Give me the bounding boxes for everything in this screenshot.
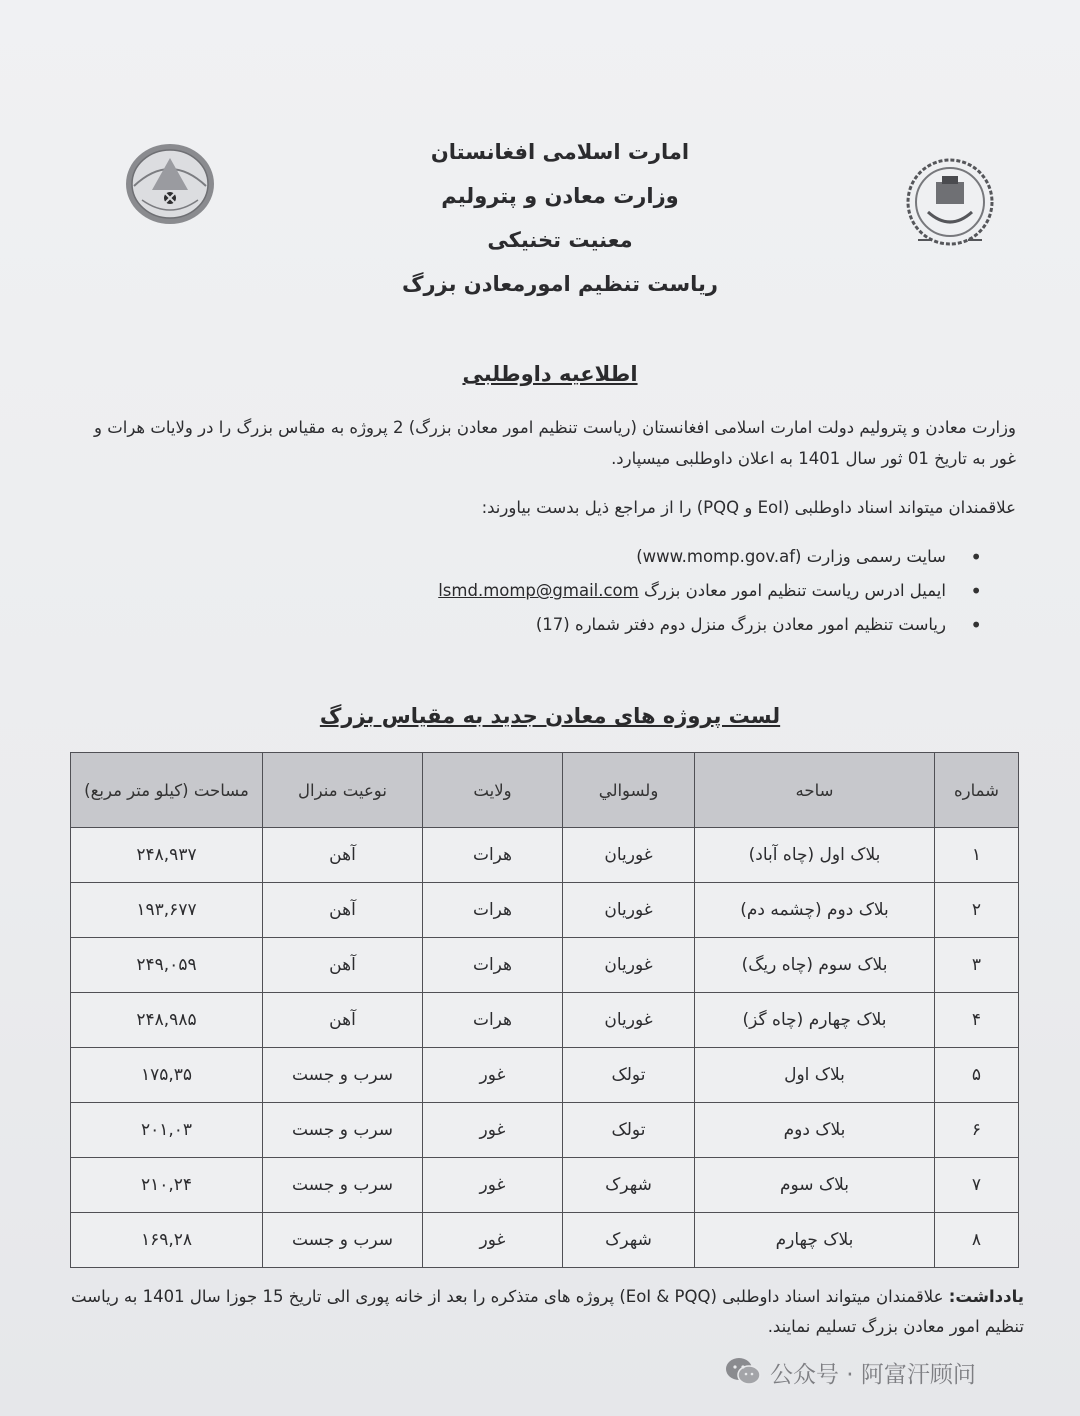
cell-mineral: آهن [263,883,423,938]
list-item-text: ریاست تنظیم امور معادن بزرگ منزل دوم دفتر شماره (17) [535,615,946,634]
cell-area: بلاک چهارم (چاه گز) [695,993,935,1048]
table-row [71,883,1019,938]
cell-district: غوریان [563,883,695,938]
cell-area: بلاک دوم (چشمه دم) [695,883,935,938]
table-row [71,828,1019,883]
header-directorate: ریاست تنظیم امورمعادن بزرگ [401,272,719,296]
cell-province: غور [423,1048,563,1103]
cell-number: ۷ [935,1158,1019,1213]
col-province: ولایت [423,753,563,828]
cell-province: هرات [423,828,563,883]
table-header-row [71,753,1019,828]
cell-district: شهرک [563,1213,695,1268]
col-size: مساحت (کیلو متر مربع) [71,753,263,828]
cell-size: ۲۴۸,۹۸۵ [71,993,263,1048]
cell-number: ۸ [935,1213,1019,1268]
cell-number: ۳ [935,938,1019,993]
col-area: ساحه [695,753,935,828]
cell-mineral: سرب و جست [263,1213,423,1268]
cell-mineral: سرب و جست [263,1158,423,1213]
table-row [71,993,1019,1048]
cell-province: غور [423,1158,563,1213]
list-item [300,608,990,642]
table-row [71,1048,1019,1103]
cell-area: بلاک چهارم [695,1213,935,1268]
col-number: شماره [935,753,1019,828]
cell-size: ۱۶۹,۲۸ [71,1213,263,1268]
cell-province: غور [423,1103,563,1158]
note [40,1282,1024,1342]
cell-district: شهرک [563,1158,695,1213]
cell-size: ۲۴۸,۹۳۷ [71,828,263,883]
cell-size: ۲۰۱,۰۳ [71,1103,263,1158]
header-ministry: وزارت معادن و پترولیم [441,184,679,208]
list-item-text: ایمیل ادرس ریاست تنظیم امور معادن بزرگ [643,581,946,600]
cell-size: ۱۷۵,۳۵ [71,1048,263,1103]
table-row [71,938,1019,993]
notice-title: اطلاعیه داوطلبی [462,362,638,386]
watermark [724,1352,1054,1392]
cell-area: بلاک اول (چاه آباد) [695,828,935,883]
wechat-icon [724,1356,762,1388]
source-list [300,540,990,642]
cell-mineral: سرب و جست [263,1048,423,1103]
cell-area: بلاک سوم (چاه ریگ) [695,938,935,993]
cell-number: ۱ [935,828,1019,883]
header-deputy: معنیت تخنیکی [487,228,633,252]
cell-province: هرات [423,883,563,938]
cell-area: بلاک سوم [695,1158,935,1213]
cell-number: ۵ [935,1048,1019,1103]
cell-mineral: آهن [263,828,423,883]
table-row [71,1103,1019,1158]
cell-size: ۲۱۰,۲۴ [71,1158,263,1213]
table-row [71,1213,1019,1268]
notice-intro: علاقمندان میتواند اسناد داوطلبی (EoI و PQQ) را از مراجع ذیل بدست بیاورند: [481,498,1016,517]
cell-province: هرات [423,938,563,993]
cell-district: غوریان [563,828,695,883]
cell-district: تولک [563,1103,695,1158]
cell-number: ۶ [935,1103,1019,1158]
cell-mineral: سرب و جست [263,1103,423,1158]
col-mineral: نوعیت منرال [263,753,423,828]
projects-table [70,752,1019,1268]
cell-province: هرات [423,993,563,1048]
cell-size: ۱۹۳,۶۷۷ [71,883,263,938]
cell-district: غوریان [563,938,695,993]
cell-district: غوریان [563,993,695,1048]
cell-mineral: آهن [263,993,423,1048]
table-title: لست پروژه های معادن جدید به مقیاس بزرگ [319,704,781,728]
table-row [71,1158,1019,1213]
note-label: یادداشت: [948,1287,1024,1306]
cell-number: ۲ [935,883,1019,938]
website-link[interactable]: (www.momp.gov.af) [636,547,802,566]
emirate-emblem [904,156,996,248]
cell-area: بلاک دوم [695,1103,935,1158]
cell-size: ۲۴۹,۰۵۹ [71,938,263,993]
cell-province: غور [423,1213,563,1268]
col-district: ولسوالي [563,753,695,828]
cell-number: ۴ [935,993,1019,1048]
list-item-text: سایت رسمی وزارت [806,547,946,566]
cell-mineral: آهن [263,938,423,993]
cell-district: تولک [563,1048,695,1103]
email-link[interactable]: lsmd.momp@gmail.com [438,581,639,600]
list-item [300,574,990,608]
notice-paragraph: وزارت معادن و پترولیم دولت امارت اسلامی افغانستان (ریاست تنظیم امور معادن بزرگ) 2 پروژه به مقیاس بزرگ را در ولایات هرات و غور به تاریخ 01 ثور سال 1401 به اعلان داوطلبی میسپارد. [93,418,1016,468]
list-item [300,540,990,574]
note-text: علاقمندان میتواند اسناد داوطلبی (EoI & PQQ) پروژه های متذکره را بعد از خانه پوری الی تاریخ 15 جوزا سال 1401 به ریاست تنظیم امور معادن بزرگ تسلیم نمایند. [71,1287,1024,1336]
cell-area: بلاک اول [695,1048,935,1103]
header-emirate: امارت اسلامی افغانستان [430,140,690,164]
watermark-text: 公众号 · 阿富汗顾问 [770,1361,976,1388]
ministry-logo [124,142,216,226]
